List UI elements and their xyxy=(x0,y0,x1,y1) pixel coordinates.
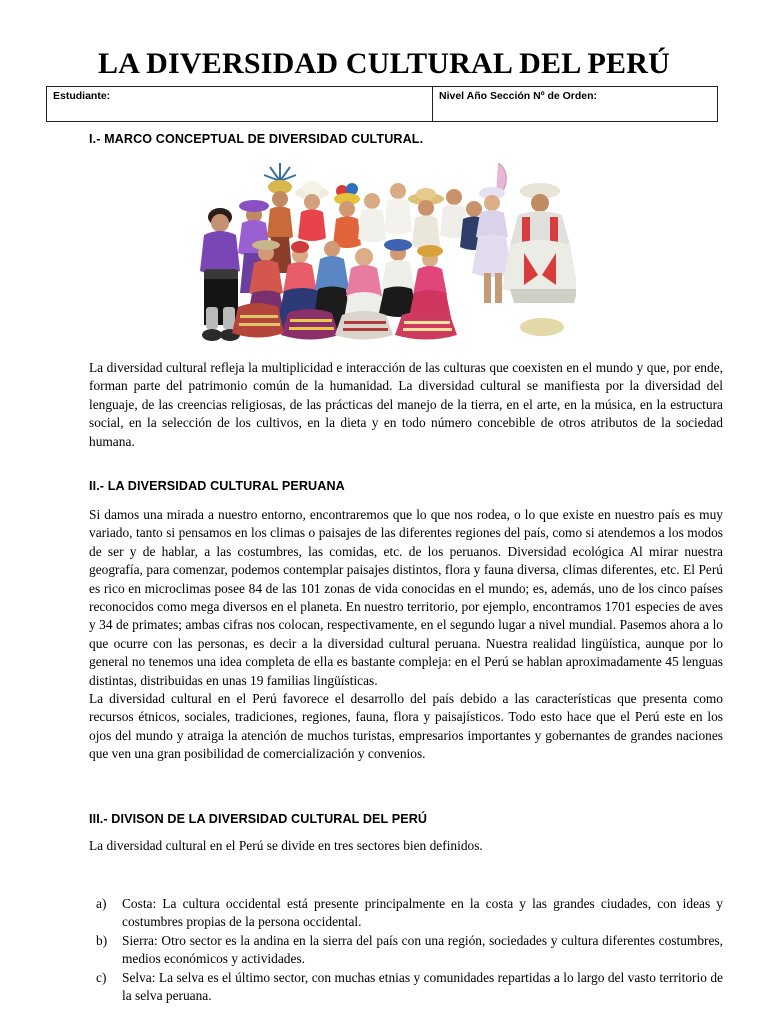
list-item xyxy=(89,895,723,932)
list-marker: b) xyxy=(96,932,108,948)
student-details-label: Nivel Año Sección Nº de Orden: xyxy=(439,90,598,102)
student-details-cell[interactable] xyxy=(433,87,717,121)
section-paragraph-2: Si damos una mirada a nuestro entorno, encontraremos que lo que nos rodea, o lo que existe en nuestro país es muy variado, tanto si pensamos en los climas o paisajes de las diferentes regiones del país, como si atendemos a los modos de ser y de hablar, a las costumbres, las comidas, etc. de los peruanos. Diversidad ecológica Al mirar nuestra geografía, para comenzar, podemos contemplar paisajes distintos, flora y fauna diversa, climas diferentes, etc. El Perú es rico en microclimas posee 84 de las 101 zonas de vida conocidas en el mundo; es, además, uno de los cinco países reconocidos como mega diversos en el planeta. En nuestro territorio, por ejemplo, encontramos 1701 especies de aves y 34 de primates; ambas cifras nos colocan, respectivamente, en el segundo lugar a nivel mundial. Pasemos ahora a lo que ocurre con las personas, es decir a la diversidad cultural peruana. Nuestra realidad lingüística, aunque por lo general no tenemos una idea completa de ella es bastante compleja: en el Perú se hablan aproximadamente 45 lenguas distintas, distribuidas en unas 19 familias lingüísticas. La diversidad cultural en el Perú favorece el desarrollo del país debido a las características que presenta como recursos étnicos, sociales, tradiciones, regiones, fauna, flora y paisajísticos. Todo esto hace que el Perú este en los ojos del mundo y atraiga la atención de muchos turistas, empresarios importantes y gobernantes de grandes naciones que ven una gran posibilidad de comercialización y convenios. xyxy=(89,507,723,762)
section-paragraph-3: La diversidad cultural en el Perú se divide en tres sectores bien definidos. xyxy=(89,838,483,853)
peruvian-dancers-photo xyxy=(192,157,576,345)
sector-list xyxy=(89,895,723,1005)
student-header-table xyxy=(46,86,718,122)
page-title: LA DIVERSIDAD CULTURAL DEL PERÚ xyxy=(98,47,670,80)
section-heading-1: I.- MARCO CONCEPTUAL DE DIVERSIDAD CULTURAL. xyxy=(89,132,424,146)
list-marker: c) xyxy=(96,969,107,985)
section-heading-2: II.- LA DIVERSIDAD CULTURAL PERUANA xyxy=(89,479,345,493)
section-paragraph-1: La diversidad cultural refleja la multiplicidad e interacción de las culturas que coexisten en el mundo y que, por ende, forman parte del patrimonio común de la humanidad. La diversidad cultural se manifiesta por la diversidad del lenguaje, de las creencias religiosas, de las prácticas del manejo de la tierra, en el arte, en la música, en la estructura social, en la selección de los cultivos, en la dieta y en todo número concebible de otros atributos de la sociedad humana. xyxy=(89,360,723,449)
student-name-label: Estudiante: xyxy=(53,90,111,102)
list-marker: a) xyxy=(96,896,107,911)
photo-illustration xyxy=(192,157,576,345)
list-item-text: Selva: La selva es el último sector, con muchas etnias y comunidades repartidas a lo largo del vasto territorio de la selva peruana. xyxy=(122,969,723,1004)
section-heading-3: III.- DIVISON DE LA DIVERSIDAD CULTURAL DEL PERÚ xyxy=(89,812,428,826)
list-item-text: Costa: La cultura occidental está presente principalmente en la costa y las grandes ciudades, con ideas y costumbres propias de la persona occidental. xyxy=(122,896,723,930)
list-item xyxy=(89,969,723,1006)
list-item-text: Sierra: Otro sector es la andina en la sierra del país con una región, sociedades y cultura diferentes costumbres, medios económicos y actividades. xyxy=(122,932,723,967)
student-name-cell[interactable] xyxy=(47,87,433,121)
list-item xyxy=(89,932,723,969)
